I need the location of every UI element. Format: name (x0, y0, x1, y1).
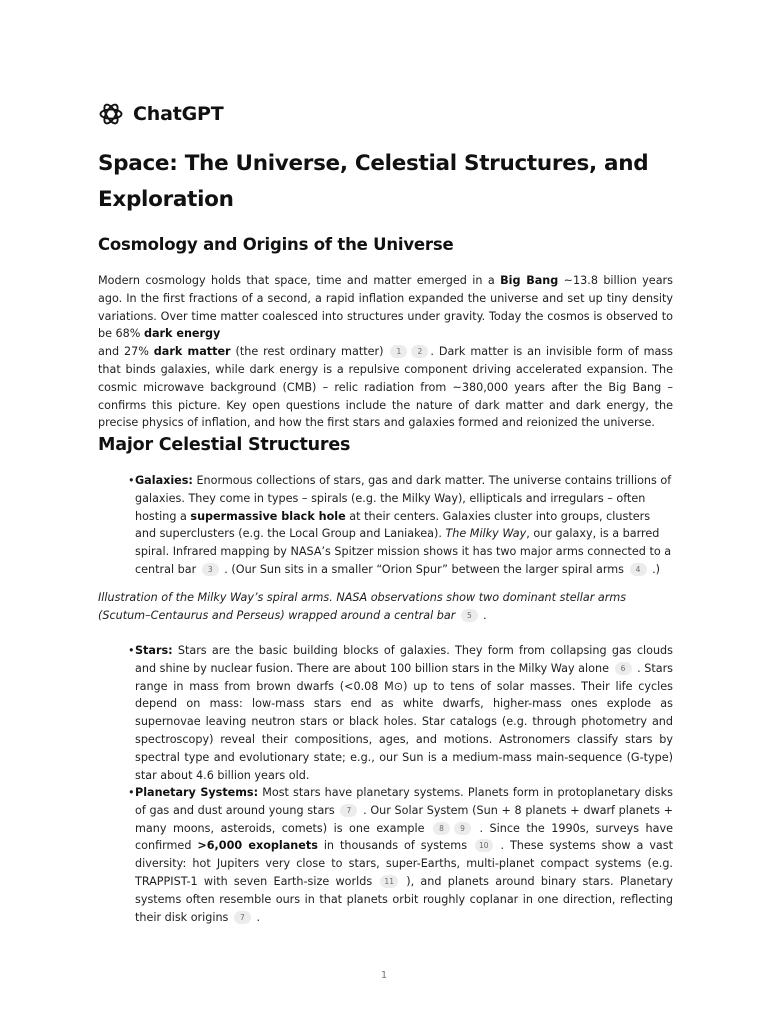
text-run: . Dark matter is an invisible form of mass that binds galaxies, while dark energy is a repulsive component driving accelerated expansion. The cosmic microwave background (CMB) – relic radiation from ~380,000 years after the Big Bang – confirms this picture. Key open questions include the nature of dark matter and dark energy, the precise physics of inflation, and how the first stars and galaxies formed and reionized the universe. (98, 345, 673, 430)
italic-term: The Milky Way (445, 527, 527, 541)
section-heading-structures: Major Celestial Structures (98, 435, 351, 455)
bullet-dot: • (128, 786, 135, 799)
list-item-stars (128, 642, 673, 784)
bold-term: >6,000 exoplanets (197, 839, 318, 853)
citation-badge[interactable]: 7 (234, 911, 251, 924)
bullet-dot: • (128, 644, 135, 657)
citation-badge[interactable]: 1 (390, 345, 407, 358)
text-run: , our galaxy, is a barred spiral. Infrared mapping by NASA’s Spitzer mission shows it has two major arms connected to a central bar (135, 527, 672, 576)
citation-badge[interactable]: 5 (461, 609, 478, 622)
brand-name: ChatGPT (133, 103, 224, 125)
text-run: at their centers. Galaxies cluster into groups, clusters and superclusters (e.g. the Local Group and Laniakea). (135, 509, 651, 541)
bullet-dot: • (128, 474, 135, 487)
bold-term: Stars: (135, 644, 173, 657)
text-run: Modern cosmology holds that space, time and matter emerged in a (98, 274, 501, 287)
text-run: . These systems show a vast diversity: hot Jupiters very close to stars, super-Earths, multi-planet compact systems (e.g. TRAPPIST-1 with seven Earth-size worlds (135, 839, 674, 888)
section-heading-cosmology: Cosmology and Origins of the Universe (98, 235, 454, 254)
citation-badge[interactable]: 2 (411, 345, 428, 358)
text-run: ~13.8 billion years ago. In the first fractions of a second, a rapid inflation expanded the universe and set up tiny density variations. Over time matter coalesced into structures under gravity. Today the cosmos is observed to be 68% (98, 274, 673, 341)
bold-term: dark matter (153, 345, 231, 359)
citation-badge[interactable]: 6 (615, 662, 632, 675)
bold-term: Galaxies: (135, 474, 193, 487)
bold-term: supermassive black hole (190, 509, 346, 523)
citation-badge[interactable]: 9 (454, 822, 471, 835)
bold-term: dark energy (143, 327, 221, 341)
list-item-planetary-systems (128, 784, 673, 926)
list-item-galaxies (128, 472, 673, 579)
citation-badge[interactable]: 7 (340, 804, 357, 817)
list-item-body (135, 784, 673, 926)
text-run: . (252, 910, 261, 924)
text-run: . (479, 608, 488, 622)
cosmology-paragraph (98, 272, 673, 432)
openai-logo-icon (98, 101, 124, 127)
citation-badge[interactable]: 4 (630, 563, 647, 576)
text-run: in thousands of systems (317, 839, 473, 853)
citation-badge[interactable]: 10 (475, 839, 493, 852)
bold-term: Planetary Systems: (135, 786, 259, 799)
text-run: . (Our Sun sits in a smaller “Orion Spur” between the larger spiral arms (220, 562, 628, 576)
text-run: ), and planets around binary stars. Planetary systems often resemble ours in that planets orbit roughly coplanar in one direction, reflecting their disk origins (135, 874, 673, 924)
text-run: . Since the 1990s, surveys have confirmed (135, 821, 673, 853)
text-run: Illustration of the Milky Way’s spiral arms. NASA observations show two dominant stellar arms (Scutum–Centaurus and Perseus) wrapped around a central bar (98, 591, 627, 622)
text-run: . Stars range in mass from brown dwarfs (<0.08 M⊙) up to tens of solar masses. Their life cycles depend on mass: low-mass stars end as white dwarfs, higher-mass ones explode as supernovae leaving neutron stars or black holes. Star catalogs (e.g. through photometry and spectroscopy) reveal their compositions, ages, and motions. Astronomers classify stars by spectral type and evolutionary state; e.g., our Sun is a medium-mass main-sequence (G-type) star about 4.6 billion years old. (135, 661, 673, 782)
bold-term: Big Bang (500, 274, 559, 287)
page-number: 1 (380, 970, 388, 981)
text-run: .) (648, 562, 661, 576)
text-run: and 27% (98, 345, 154, 359)
list-item-body (135, 642, 673, 784)
text-run: . Our Solar System (Sun + 8 planets + dwarf planets + many moons, asteroids, comets) is one example (135, 803, 673, 835)
citation-badge[interactable]: 11 (380, 875, 398, 888)
list-item-body (135, 472, 673, 579)
text-run: (the rest ordinary matter) (230, 345, 389, 359)
citation-badge[interactable]: 3 (202, 563, 219, 576)
figure-caption (98, 589, 673, 625)
citation-badge[interactable]: 8 (433, 822, 450, 835)
text-run: Stars are the basic building blocks of galaxies. They form from collapsing gas clouds and shine by nuclear fusion. There are about 100 billion stars in the Milky Way alone (135, 644, 673, 675)
document-title: Space: The Universe, Celestial Structures, and Exploration (98, 151, 649, 212)
text-run: Most stars have planetary systems. Planets form in protoplanetary disks of gas and dust around young stars (135, 786, 673, 817)
brand-header (98, 100, 223, 128)
text-run: Enormous collections of stars, gas and dark matter. The universe contains trillions of galaxies. They come in types – spirals (e.g. the Milky Way), ellipticals and irregulars – often hosting a (135, 474, 672, 523)
